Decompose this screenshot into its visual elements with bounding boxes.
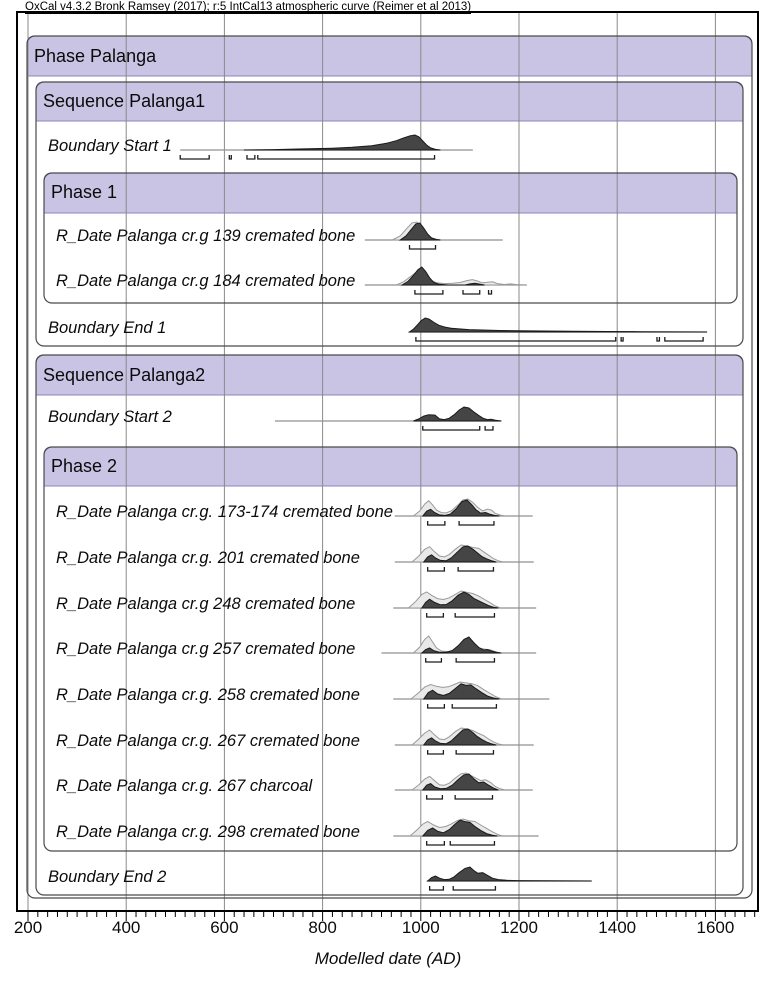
posterior-curve: [244, 135, 440, 150]
plot-citation: OxCal v4.3.2 Bronk Ramsey (2017); r:5 IntCal13 atmospheric curve (Reimer et al 2013): [25, 1, 472, 13]
group-band: [44, 447, 737, 486]
row-label: R_Date Palanga cr.g. 201 cremated bone: [56, 549, 360, 567]
row-label: R_Date Palanga cr.g. 298 cremated bone: [56, 823, 360, 841]
range-bracket: [453, 886, 495, 890]
range-bracket: [463, 290, 480, 294]
axis-tick-label: 600: [210, 918, 239, 937]
row-label: R_Date Palanga cr.g 139 cremated bone: [56, 227, 356, 245]
range-bracket: [180, 155, 209, 159]
range-bracket: [427, 613, 444, 617]
range-bracket: [427, 795, 443, 799]
row-label: R_Date Palanga cr.g. 267 charcoal: [56, 777, 313, 795]
row-label: Boundary End 2: [48, 868, 167, 886]
group-label: Phase Palanga: [34, 46, 157, 66]
range-bracket: [427, 841, 445, 845]
range-bracket: [430, 886, 444, 890]
group-label: Sequence Palanga2: [43, 365, 206, 385]
group-box: [36, 82, 743, 346]
range-bracket: [450, 841, 494, 845]
range-bracket: [485, 426, 493, 430]
row-label: R_Date Palanga cr.g 248 cremated bone: [56, 595, 356, 613]
axis-tick-label: 1600: [696, 918, 735, 937]
row-label: R_Date Palanga cr.g 184 cremated bone: [56, 272, 356, 290]
posterior-curve: [413, 407, 501, 421]
range-bracket: [410, 245, 436, 249]
axis-tick-label: 800: [308, 918, 337, 937]
row-label: R_Date Palanga cr.g 257 cremated bone: [56, 640, 356, 658]
range-bracket: [428, 521, 445, 525]
range-bracket: [665, 337, 703, 341]
row-label: R_Date Palanga cr.g. 258 cremated bone: [56, 686, 360, 704]
group-box: [36, 355, 743, 895]
group-label: Phase 1: [51, 182, 118, 202]
group-band: [44, 173, 737, 213]
axis-tick-label: 1000: [401, 918, 440, 937]
posterior-curve: [410, 318, 708, 332]
axis-tick-label: 1400: [598, 918, 637, 937]
range-bracket: [428, 567, 445, 571]
range-bracket: [428, 750, 444, 754]
axis-tick-label: 400: [112, 918, 141, 937]
row-label: Boundary End 1: [48, 319, 167, 337]
row-label: R_Date Palanga cr.g. 267 cremated bone: [56, 732, 360, 750]
range-bracket: [458, 567, 493, 571]
range-bracket: [416, 337, 616, 341]
range-bracket: [258, 155, 435, 159]
range-bracket: [455, 613, 494, 617]
row-label: R_Date Palanga cr.g. 173-174 cremated bone: [56, 503, 393, 521]
group-label: Sequence Palanga1: [43, 91, 206, 111]
range-bracket: [489, 290, 492, 294]
range-bracket: [229, 155, 231, 159]
group-label: Phase 2: [51, 456, 118, 476]
axis-tick-label: 200: [13, 918, 43, 937]
range-bracket: [247, 155, 255, 159]
posterior-curve: [428, 867, 592, 881]
range-bracket: [415, 290, 443, 294]
row-label: Boundary Start 1: [48, 137, 172, 155]
range-bracket: [456, 658, 494, 662]
range-bracket: [423, 426, 480, 430]
range-bracket: [621, 337, 623, 341]
x-axis-title: Modelled date (AD): [314, 949, 462, 968]
row-label: Boundary Start 2: [48, 408, 172, 426]
range-bracket: [426, 658, 442, 662]
range-bracket: [657, 337, 659, 341]
range-bracket: [456, 750, 493, 754]
range-bracket: [428, 704, 445, 708]
range-bracket: [459, 521, 494, 525]
range-bracket: [455, 795, 492, 799]
range-bracket: [452, 704, 496, 708]
axis-tick-label: 1200: [500, 918, 538, 937]
